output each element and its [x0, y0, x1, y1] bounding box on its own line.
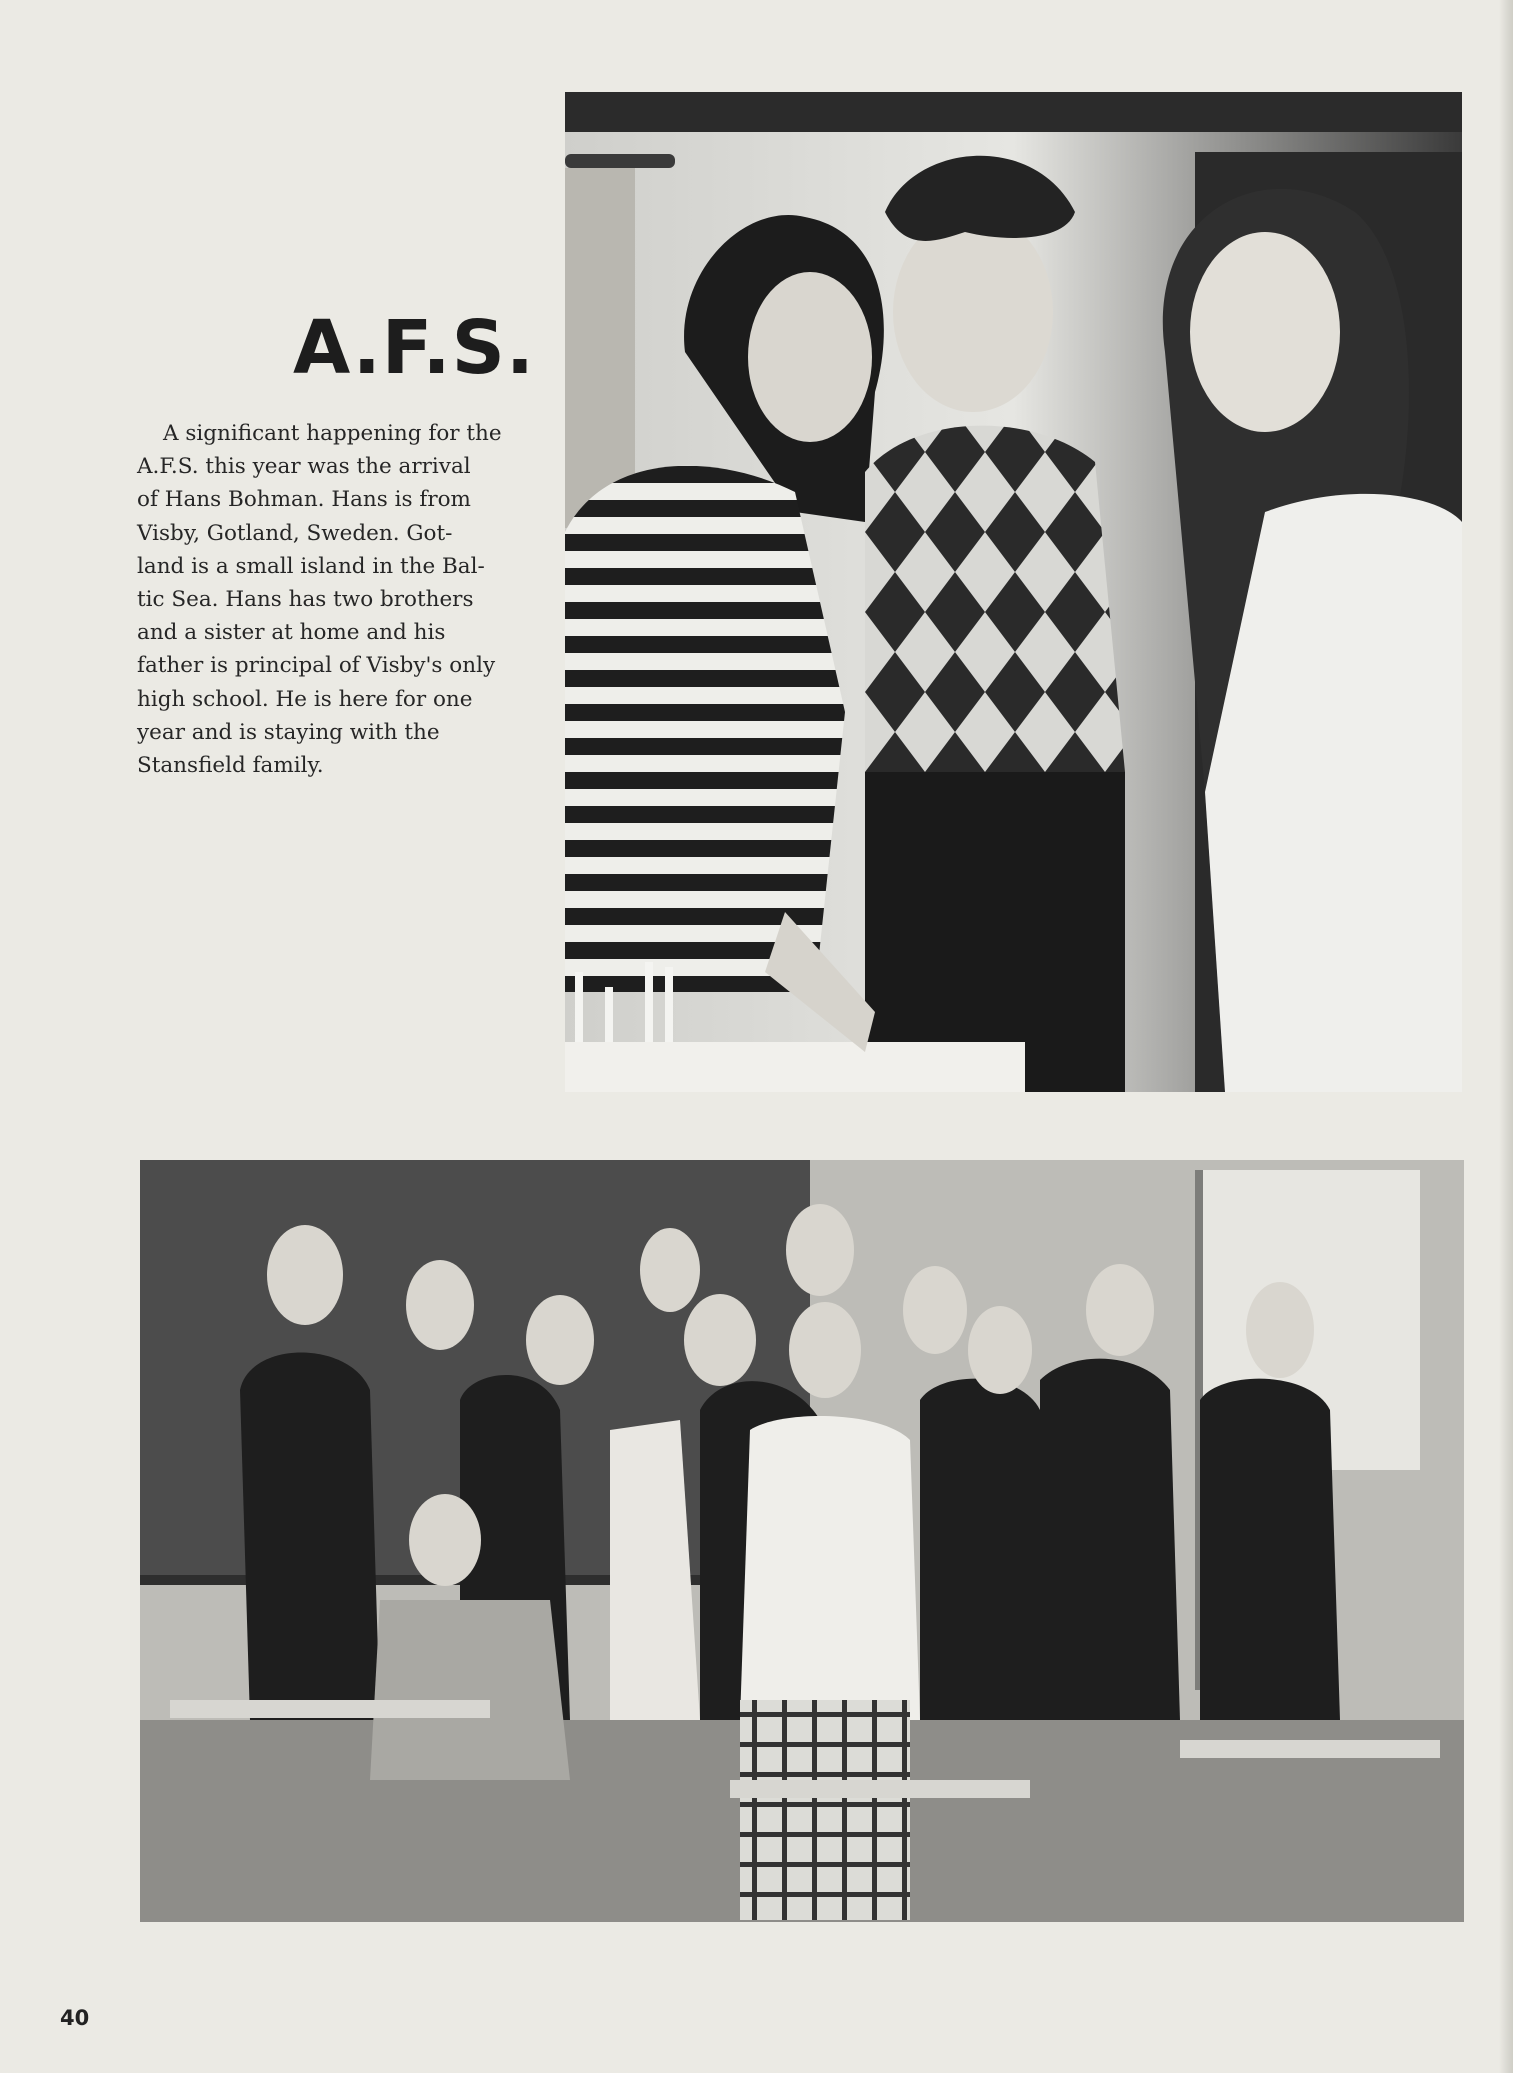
- text-line: year and is staying with the: [137, 719, 440, 745]
- page-edge: [1499, 0, 1513, 2073]
- text-line: father is principal of Visby's only: [137, 653, 496, 679]
- text-line: land is a small island in the Bal-: [137, 553, 485, 579]
- text-line: A significant happening for the: [163, 421, 502, 446]
- text-line: and a sister at home and his: [137, 620, 446, 646]
- group-classroom-photo: [140, 1160, 1464, 1922]
- page-number: 40: [60, 2006, 90, 2030]
- text-line: Visby, Gotland, Sweden. Got-: [137, 520, 453, 546]
- cake-cutting-photo: [565, 92, 1462, 1092]
- text-line: A.F.S. this year was the arrival: [137, 454, 471, 480]
- text-line: of Hans Bohman. Hans is from: [137, 487, 471, 513]
- text-line: high school. He is here for one: [137, 686, 473, 712]
- text-line: tic Sea. Hans has two brothers: [137, 587, 474, 613]
- text-line: Stansfield family.: [137, 753, 324, 779]
- page-title: A.F.S.: [293, 305, 535, 391]
- article-text: [137, 417, 532, 782]
